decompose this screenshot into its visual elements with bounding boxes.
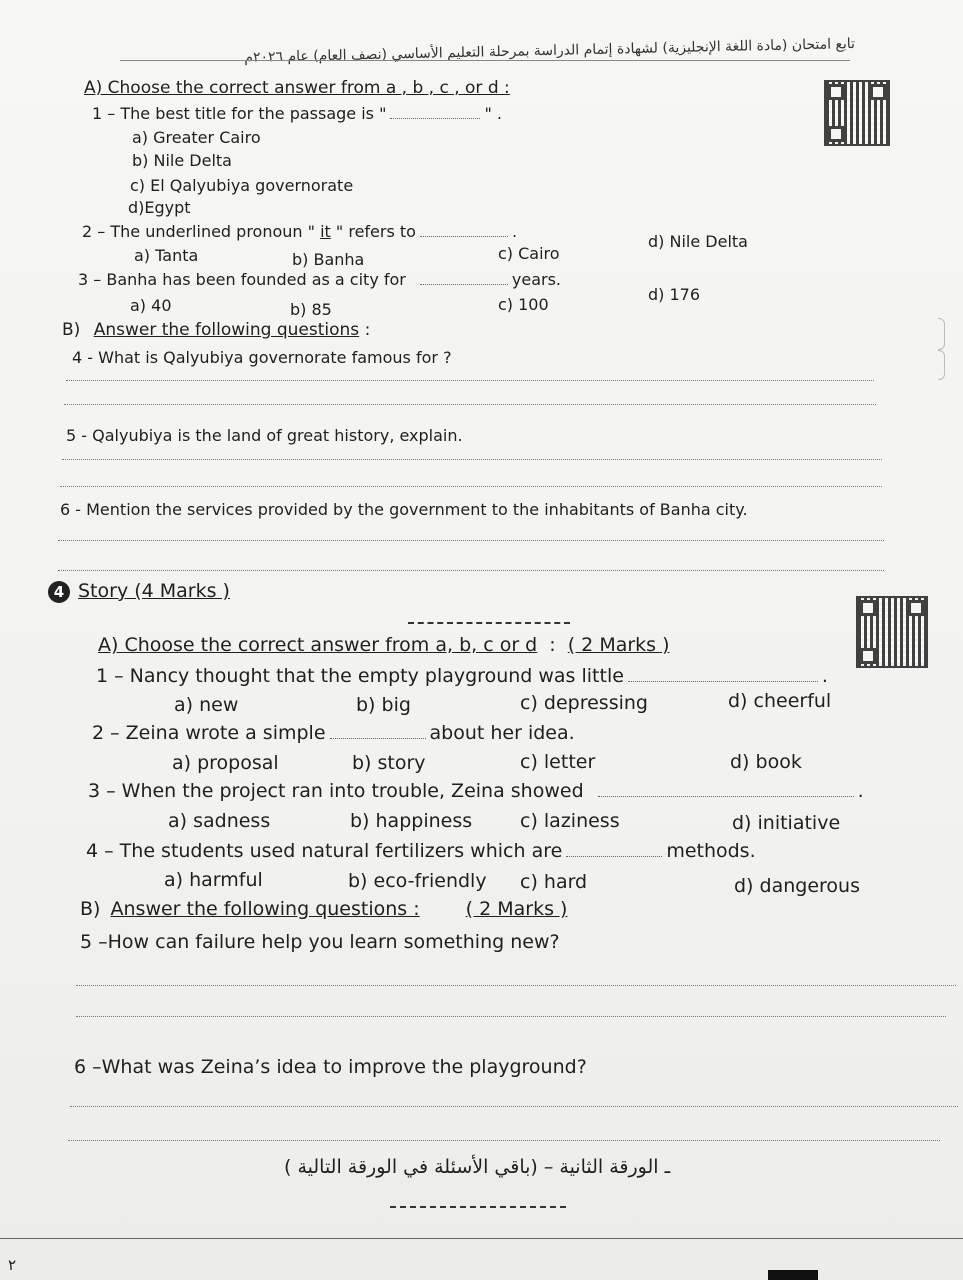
answer-blank[interactable] (598, 796, 854, 797)
story-q3-end: . (857, 780, 864, 802)
q3-option-d[interactable]: d) 176 (648, 285, 701, 304)
decorative-dashes (408, 622, 570, 624)
story-b-marks: ( 2 Marks ) (465, 898, 568, 920)
answer-line[interactable] (70, 1106, 958, 1107)
story-q4-end: methods. (666, 840, 756, 862)
answer-line[interactable] (62, 459, 882, 460)
story-q2-option-a[interactable]: a) proposal (172, 752, 279, 774)
header-rule (120, 60, 850, 61)
story-question-6: 6 –What was Zeina’s idea to improve the playground? (74, 1056, 587, 1078)
q1-option-c[interactable]: c) El Qalyubiya governorate (130, 176, 354, 195)
q3-option-a[interactable]: a) 40 (130, 296, 172, 315)
story-q3-option-d[interactable]: d) initiative (732, 812, 841, 834)
question-2-end: . (511, 222, 518, 241)
answer-line[interactable] (76, 1016, 946, 1017)
section-a-title: A) Choose the correct answer from a , b , c , or d : (84, 78, 510, 98)
question-3 (78, 270, 561, 289)
story-q3-text: 3 – When the project ran into trouble, Zeina showed (88, 780, 584, 802)
answer-blank[interactable] (420, 284, 508, 285)
q1-option-d[interactable]: d)Egypt (128, 198, 191, 217)
answer-line[interactable] (58, 570, 884, 571)
answer-blank[interactable] (628, 681, 818, 682)
story-a-colon: : (549, 634, 556, 656)
decorative-dashes (390, 1206, 566, 1208)
story-question-1 (96, 665, 828, 687)
question-1 (92, 104, 502, 123)
section-b-prefix: B) (62, 320, 81, 340)
section-b-heading: Answer the following questions (93, 320, 360, 340)
story-q4-option-c[interactable]: c) hard (520, 871, 588, 893)
story-b-heading: Answer the following questions : (110, 898, 420, 920)
story-question-4 (86, 840, 756, 862)
qr-code-top (824, 80, 890, 146)
story-section-b-title (80, 898, 567, 920)
q3-option-c[interactable]: c) 100 (498, 295, 549, 314)
story-q1-option-d[interactable]: d) cheerful (728, 690, 832, 712)
margin-bracket (938, 318, 945, 350)
answer-blank[interactable] (330, 738, 426, 739)
story-a-marks: ( 2 Marks ) (567, 634, 670, 656)
question-2 (82, 222, 517, 241)
answer-line[interactable] (58, 540, 884, 541)
story-q1-text: 1 – Nancy thought that the empty playground was little (96, 665, 624, 687)
story-q2-option-b[interactable]: b) story (352, 752, 426, 774)
question-3-text: 3 – Banha has been founded as a city for (78, 270, 406, 289)
story-b-prefix: B) (80, 898, 101, 920)
question-4: 4 - What is Qalyubiya governorate famous for ? (72, 348, 452, 367)
answer-line[interactable] (64, 404, 876, 405)
answer-blank[interactable] (420, 236, 508, 237)
q1-option-b[interactable]: b) Nile Delta (132, 151, 232, 170)
question-5: 5 - Qalyubiya is the land of great history, explain. (66, 426, 463, 445)
story-q4-option-a[interactable]: a) harmful (164, 869, 263, 891)
story-question-3 (88, 780, 864, 802)
margin-bracket (938, 350, 945, 380)
question-1-end: " . (484, 104, 502, 123)
story-a-heading: A) Choose the correct answer from a, b, c or d (98, 634, 538, 656)
footer-note: ـ الورقة الثانية – (باقي الأسئلة في الورقة التالية ) (284, 1156, 671, 1178)
story-section-a-title (98, 634, 670, 656)
story-q2-text: 2 – Zeina wrote a simple (92, 722, 326, 744)
story-q1-option-c[interactable]: c) depressing (520, 692, 648, 714)
footer-rule (0, 1238, 963, 1239)
story-q3-option-c[interactable]: c) laziness (520, 810, 620, 832)
answer-line[interactable] (66, 380, 874, 381)
q2-option-d[interactable]: d) Nile Delta (648, 232, 748, 251)
story-title: Story (4 Marks ) (78, 580, 230, 602)
section-b-colon: : (364, 320, 371, 340)
q2-option-a[interactable]: a) Tanta (134, 246, 199, 265)
story-q2-option-c[interactable]: c) letter (520, 751, 596, 773)
answer-line[interactable] (68, 1140, 940, 1141)
story-q3-option-b[interactable]: b) happiness (350, 810, 473, 832)
question-3-end: years. (511, 270, 561, 289)
q3-option-b[interactable]: b) 85 (290, 300, 332, 319)
story-question-5: 5 –How can failure help you learn something new? (80, 931, 560, 953)
answer-line[interactable] (60, 486, 882, 487)
story-q1-end: . (821, 665, 828, 687)
section-number-badge: 4 (48, 581, 70, 603)
story-q1-option-b[interactable]: b) big (356, 694, 411, 716)
q1-option-a[interactable]: a) Greater Cairo (132, 128, 261, 147)
qr-code-middle (856, 596, 928, 668)
section-b-title (62, 320, 370, 340)
underlined-pronoun: it (320, 222, 331, 241)
answer-blank[interactable] (390, 118, 480, 119)
exam-header: تابع امتحان (مادة اللغة الإنجليزية) لشهادة إتمام الدراسة بمرحلة التعليم الأساسي (نصف العام) عام ٢٠٢٦م (244, 36, 856, 66)
question-1-text: 1 – The best title for the passage is " (92, 104, 387, 123)
answer-blank[interactable] (566, 856, 662, 857)
story-q3-option-a[interactable]: a) sadness (168, 810, 271, 832)
question-2-text-before: 2 – The underlined pronoun " (82, 222, 321, 241)
story-question-2 (92, 722, 575, 744)
question-6: 6 - Mention the services provided by the government to the inhabitants of Banha city. (60, 500, 748, 519)
corner-mark (768, 1270, 818, 1280)
story-q1-option-a[interactable]: a) new (174, 694, 239, 716)
answer-line[interactable] (76, 985, 956, 986)
story-q4-text: 4 – The students used natural fertilizers which are (86, 840, 563, 862)
story-q2-end: about her idea. (429, 722, 575, 744)
question-2-text-after: " refers to (330, 222, 416, 241)
story-q4-option-d[interactable]: d) dangerous (734, 875, 860, 897)
page-number: ٢ (8, 1256, 17, 1274)
q2-option-b[interactable]: b) Banha (292, 250, 365, 269)
story-q4-option-b[interactable]: b) eco-friendly (348, 870, 487, 892)
story-q2-option-d[interactable]: d) book (730, 751, 802, 773)
q2-option-c[interactable]: c) Cairo (498, 244, 560, 263)
story-heading (48, 580, 230, 603)
